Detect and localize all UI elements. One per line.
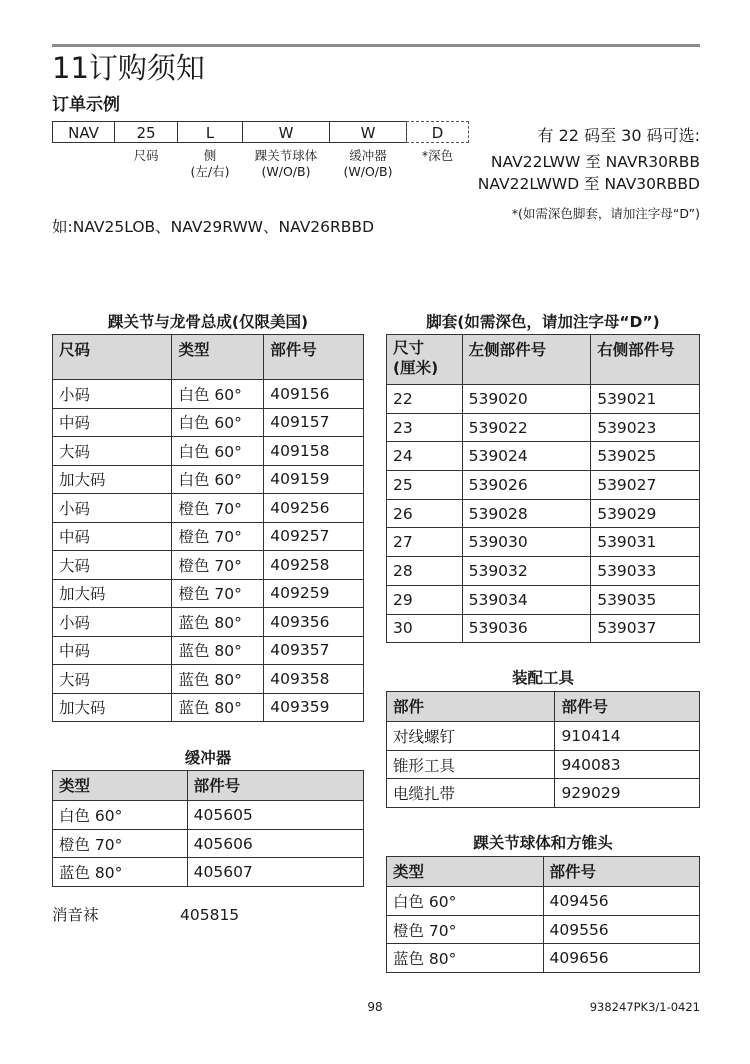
table-cell: 539027	[591, 471, 700, 500]
table-cell: 蓝色 80°	[53, 858, 188, 887]
table-cell: 中码	[53, 636, 172, 665]
table-cell: 539026	[462, 471, 591, 500]
ankle-keel-table	[52, 334, 364, 722]
table-cell: 539035	[591, 585, 700, 614]
column-header: 部件号	[555, 692, 700, 722]
column-header: 类型	[53, 771, 188, 801]
table-cell: 409159	[264, 465, 364, 494]
table-cell: 409258	[264, 551, 364, 580]
table-cell: 539031	[591, 528, 700, 557]
sock-part-number: 405815	[180, 906, 240, 924]
table-row	[53, 465, 364, 494]
assembly-tools-table	[386, 691, 700, 808]
table-cell: 蓝色 80°	[172, 665, 264, 694]
table-cell: 28	[387, 557, 463, 586]
tools-table-caption: 装配工具	[511, 669, 574, 687]
table-cell: 409158	[264, 437, 364, 466]
table-row	[53, 380, 364, 409]
table-cell: 405605	[187, 801, 363, 830]
table-cell: 加大码	[53, 465, 172, 494]
table-cell: 539021	[591, 385, 700, 414]
bumper-table-caption: 缓冲器	[184, 749, 232, 767]
table-cell: 409256	[264, 494, 364, 523]
table-cell: 409257	[264, 522, 364, 551]
table-row	[53, 693, 364, 722]
table-cell: 24	[387, 442, 463, 471]
code-box-ankle: W	[242, 121, 330, 143]
size-range-title: 有 22 码至 30 码可选:	[537, 126, 700, 145]
cover-table-caption: 脚套(如需深色，请加注字母“D”)	[426, 313, 660, 331]
table-cell: 539030	[462, 528, 591, 557]
table-cell: 409656	[543, 944, 700, 973]
table-cell: 加大码	[53, 693, 172, 722]
table-row	[387, 499, 700, 528]
size-range-standard: NAV22LWW 至 NAVR30RBB	[490, 153, 700, 171]
table-cell: 小码	[53, 494, 172, 523]
table-cell: 白色 60°	[172, 437, 264, 466]
sock-row	[52, 904, 240, 926]
table-cell: 539037	[591, 614, 700, 643]
table-cell: 电缆扎带	[387, 779, 555, 808]
table-cell: 橙色 70°	[172, 551, 264, 580]
table-cell: 539036	[462, 614, 591, 643]
table-cell: 25	[387, 471, 463, 500]
table-cell: 405606	[187, 829, 363, 858]
table-cell: 橙色 70°	[387, 915, 544, 944]
table-cell: 409358	[264, 665, 364, 694]
table-cell: 539023	[591, 413, 700, 442]
table-cell: 539025	[591, 442, 700, 471]
table-row	[53, 408, 364, 437]
table-cell: 409456	[543, 887, 700, 916]
table-cell: 30	[387, 614, 463, 643]
table-cell: 539033	[591, 557, 700, 586]
table-row	[387, 944, 700, 973]
column-header: 部件号	[264, 335, 364, 380]
table-row	[53, 801, 364, 830]
document-code: 938247PK3/1-0421	[589, 1000, 700, 1014]
column-header: 尺码	[53, 335, 172, 380]
table-cell: 锥形工具	[387, 750, 555, 779]
table-cell: 白色 60°	[172, 465, 264, 494]
code-label-bumper: 缓冲器 (W/O/B)	[343, 148, 393, 179]
table-cell: 橙色 70°	[172, 579, 264, 608]
table-cell: 白色 60°	[387, 887, 544, 916]
code-label-ankle: 踝关节球体 (W/O/B)	[254, 148, 318, 179]
table-cell: 539022	[462, 413, 591, 442]
table-row	[53, 608, 364, 637]
table-row	[53, 579, 364, 608]
order-example-heading: 订单示例	[52, 95, 120, 115]
table-row	[53, 829, 364, 858]
size-range-dark: NAV22LWWD 至 NAV30RBBD	[477, 175, 700, 193]
table-cell: 26	[387, 499, 463, 528]
table-row	[387, 722, 700, 751]
table-row	[387, 442, 700, 471]
ball-table-caption: 踝关节球体和方锥头	[473, 834, 613, 852]
table-cell: 加大码	[53, 579, 172, 608]
code-box-side: L	[177, 121, 243, 143]
table-cell: 22	[387, 385, 463, 414]
table-row	[387, 585, 700, 614]
table-row	[53, 551, 364, 580]
table-row	[387, 413, 700, 442]
order-examples: 如:NAV25LOB、NAV29RWW、NAV26RBBD	[52, 218, 375, 236]
table-cell: 409357	[264, 636, 364, 665]
table-cell: 409157	[264, 408, 364, 437]
table-row	[387, 887, 700, 916]
table-cell: 409156	[264, 380, 364, 409]
table-cell: 29	[387, 585, 463, 614]
table-cell: 小码	[53, 608, 172, 637]
table-row	[387, 557, 700, 586]
ankle-table-caption: 踝关节与龙骨总成(仅限美国)	[107, 313, 309, 331]
table-cell: 对线螺钉	[387, 722, 555, 751]
column-header: 部件	[387, 692, 555, 722]
column-header: 尺寸 (厘米)	[387, 335, 463, 385]
table-cell: 405607	[187, 858, 363, 887]
table-cell: 蓝色 80°	[172, 608, 264, 637]
column-header: 左侧部件号	[462, 335, 591, 385]
top-rule	[52, 44, 700, 47]
table-cell: 27	[387, 528, 463, 557]
table-cell: 白色 60°	[53, 801, 188, 830]
table-cell: 大码	[53, 665, 172, 694]
table-row	[387, 528, 700, 557]
foot-cover-table	[386, 334, 700, 643]
sock-label: 消音袜	[52, 906, 99, 924]
code-label-side: 侧 (左/右)	[190, 148, 230, 179]
table-cell: 539020	[462, 385, 591, 414]
table-cell: 409356	[264, 608, 364, 637]
ankle-ball-table	[386, 856, 700, 973]
table-cell: 蓝色 80°	[172, 693, 264, 722]
table-cell: 大码	[53, 437, 172, 466]
table-cell: 409556	[543, 915, 700, 944]
table-cell: 910414	[555, 722, 700, 751]
section-title: 11订购须知	[52, 51, 205, 85]
table-row	[53, 636, 364, 665]
table-cell: 539029	[591, 499, 700, 528]
table-cell: 蓝色 80°	[172, 636, 264, 665]
column-header: 部件号	[543, 857, 700, 887]
table-cell: 橙色 70°	[53, 829, 188, 858]
code-box-dark: D	[406, 121, 469, 143]
code-box-prefix: NAV	[52, 121, 115, 143]
table-cell: 539028	[462, 499, 591, 528]
code-box-size: 25	[114, 121, 178, 143]
table-row	[387, 614, 700, 643]
table-cell: 蓝色 80°	[387, 944, 544, 973]
table-cell: 940083	[555, 750, 700, 779]
table-cell: 929029	[555, 779, 700, 808]
table-cell: 23	[387, 413, 463, 442]
table-cell: 539034	[462, 585, 591, 614]
column-header: 类型	[172, 335, 264, 380]
code-label-dark: *深色	[421, 148, 454, 163]
table-row	[53, 494, 364, 523]
table-cell: 橙色 70°	[172, 522, 264, 551]
table-row	[53, 858, 364, 887]
table-row	[387, 471, 700, 500]
table-cell: 539024	[462, 442, 591, 471]
table-row	[387, 915, 700, 944]
code-label-size: 尺码	[133, 148, 159, 163]
code-box-bumper: W	[329, 121, 407, 143]
page-number: 98	[367, 1000, 383, 1014]
table-cell: 中码	[53, 522, 172, 551]
table-cell: 白色 60°	[172, 380, 264, 409]
table-row	[53, 522, 364, 551]
column-header: 右侧部件号	[591, 335, 700, 385]
column-header: 部件号	[187, 771, 363, 801]
column-header: 类型	[387, 857, 544, 887]
table-cell: 409259	[264, 579, 364, 608]
table-cell: 白色 60°	[172, 408, 264, 437]
bumper-table	[52, 770, 364, 887]
table-cell: 539032	[462, 557, 591, 586]
table-cell: 409359	[264, 693, 364, 722]
table-cell: 小码	[53, 380, 172, 409]
table-row	[53, 437, 364, 466]
table-row	[387, 750, 700, 779]
table-cell: 中码	[53, 408, 172, 437]
table-row	[387, 385, 700, 414]
table-cell: 大码	[53, 551, 172, 580]
table-row	[387, 779, 700, 808]
table-cell: 橙色 70°	[172, 494, 264, 523]
dark-cover-note: *(如需深色脚套，请加注字母“D”)	[511, 206, 700, 221]
table-row	[53, 665, 364, 694]
